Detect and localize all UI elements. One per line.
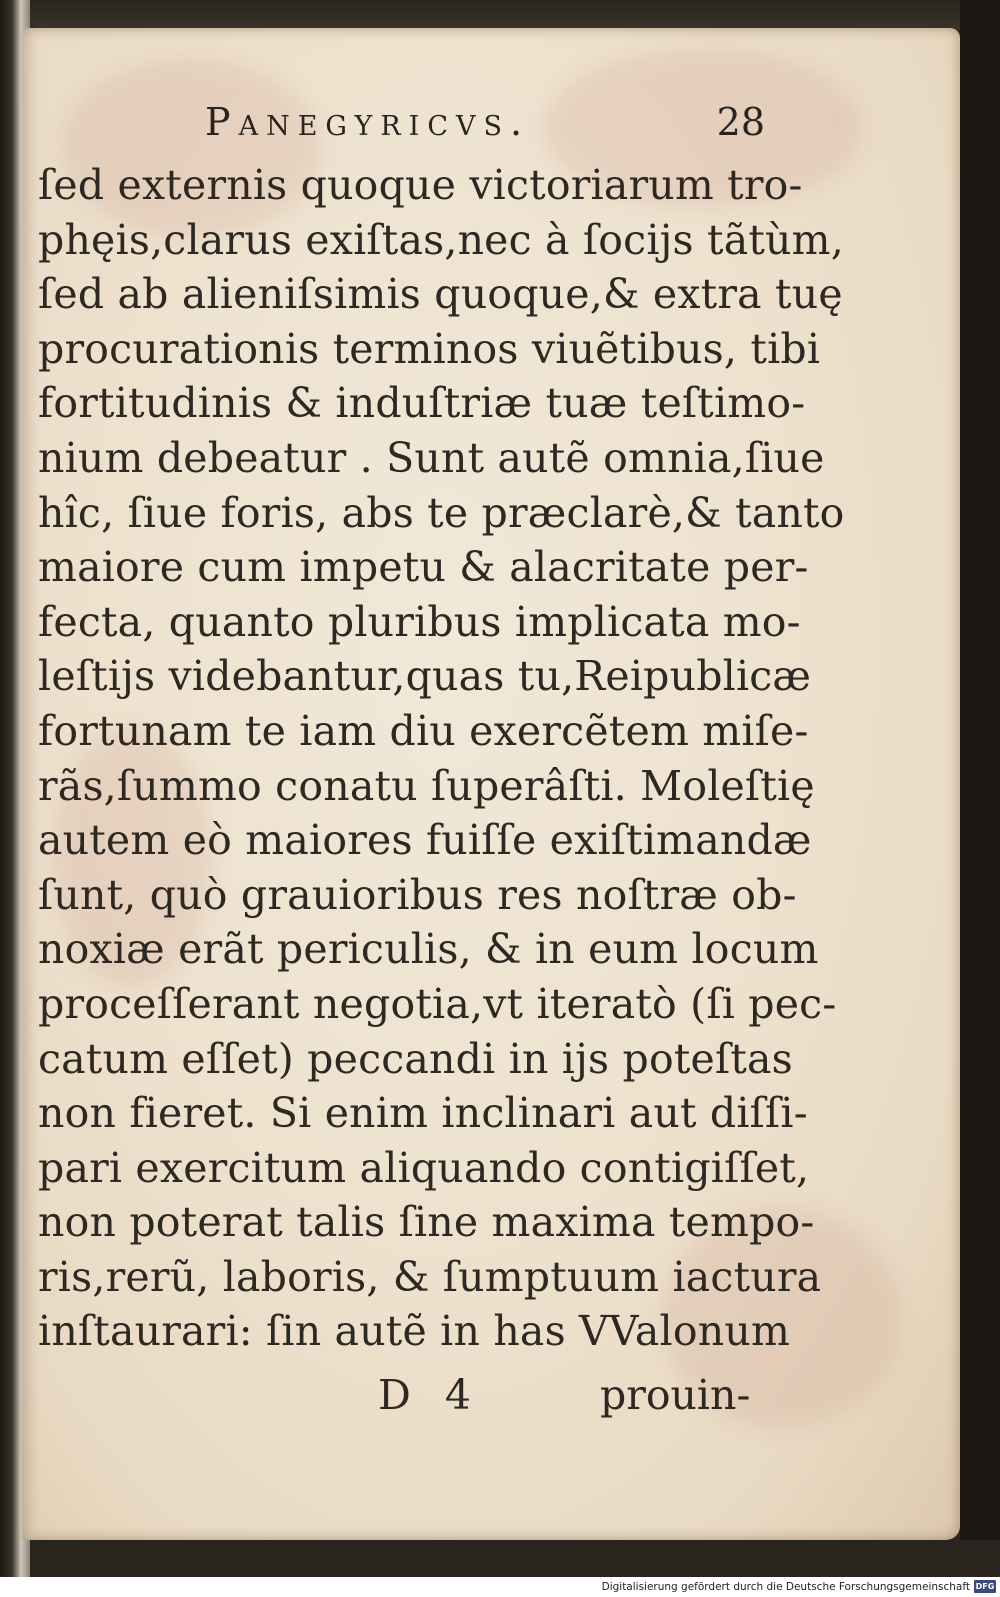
- signature-number: 4: [444, 1371, 471, 1419]
- page-header: [205, 100, 765, 144]
- text-line: ſed ab alieniſsimis quoque,& extra tuę: [38, 270, 843, 319]
- running-title: Panegyricvs.: [205, 100, 531, 144]
- text-line: fortitudinis & induſtriæ tuæ teſtimo-: [38, 379, 806, 428]
- book-edge-top: [0, 0, 1000, 30]
- text-line: fecta, quanto pluribus implicata mo-: [38, 597, 801, 646]
- signature-mark: [378, 1368, 471, 1422]
- text-line: non poterat talis ſine maxima tempo-: [38, 1198, 815, 1247]
- signature-letter: D: [378, 1371, 411, 1419]
- book-edge-right: [960, 0, 1000, 1597]
- text-line: non fieret. Si enim inclinari aut diſſi-: [38, 1089, 808, 1138]
- text-line: ſed externis quoque victoriarum tro-: [38, 161, 803, 209]
- body-text: [38, 158, 845, 1359]
- text-line: maiore cum impetu & alacritate per-: [38, 543, 809, 592]
- signature-line: [0, 1368, 760, 1422]
- text-line: fortunam te iam diu exercẽtem miſe-: [38, 706, 809, 755]
- text-line: autem eò maiores fuiſſe exiſtimandæ: [38, 816, 812, 865]
- text-line: pari exercitum aliquando contigiſſet,: [38, 1143, 810, 1192]
- text-line: procurationis terminos viuẽtibus, tibi: [38, 324, 821, 373]
- text-line: hîc, ſiue foris, abs te præclarè,& tanto: [38, 488, 845, 537]
- text-line: nium debeatur . Sunt autẽ omnia,ſiue: [38, 433, 825, 482]
- text-line: ſunt, quò grauioribus res noſtræ ob-: [38, 870, 797, 919]
- text-line: ris,rerũ, laboris, & ſumptuum iactura: [38, 1252, 822, 1301]
- footer-bar: [0, 1577, 1000, 1597]
- catchword: prouin-: [600, 1371, 751, 1419]
- text-line: phęis,clarus exiſtas,nec à ſocijs tãtùm,: [38, 215, 844, 264]
- text-line: rãs,ſummo conatu ſuperâſti. Moleſtię: [38, 761, 815, 810]
- footer-credit: Digitalisierung gefördert durch die Deutsche Forschungsgemeinschaft: [601, 1581, 970, 1593]
- dfg-logo: DFG: [975, 1582, 995, 1591]
- text-line: proceſſerant negotia,vt iteratò (ſi pec-: [38, 979, 837, 1028]
- text-line: inſtaurari: ſin autẽ in has VValonum: [38, 1307, 791, 1356]
- page-number: 28: [716, 100, 765, 144]
- text-line: noxiæ erãt periculis, & in eum locum: [38, 925, 819, 974]
- text-line: leſtijs videbantur,quas tu,Reipublicæ: [38, 652, 812, 701]
- text-line: catum eſſet) peccandi in ijs poteſtas: [38, 1034, 793, 1083]
